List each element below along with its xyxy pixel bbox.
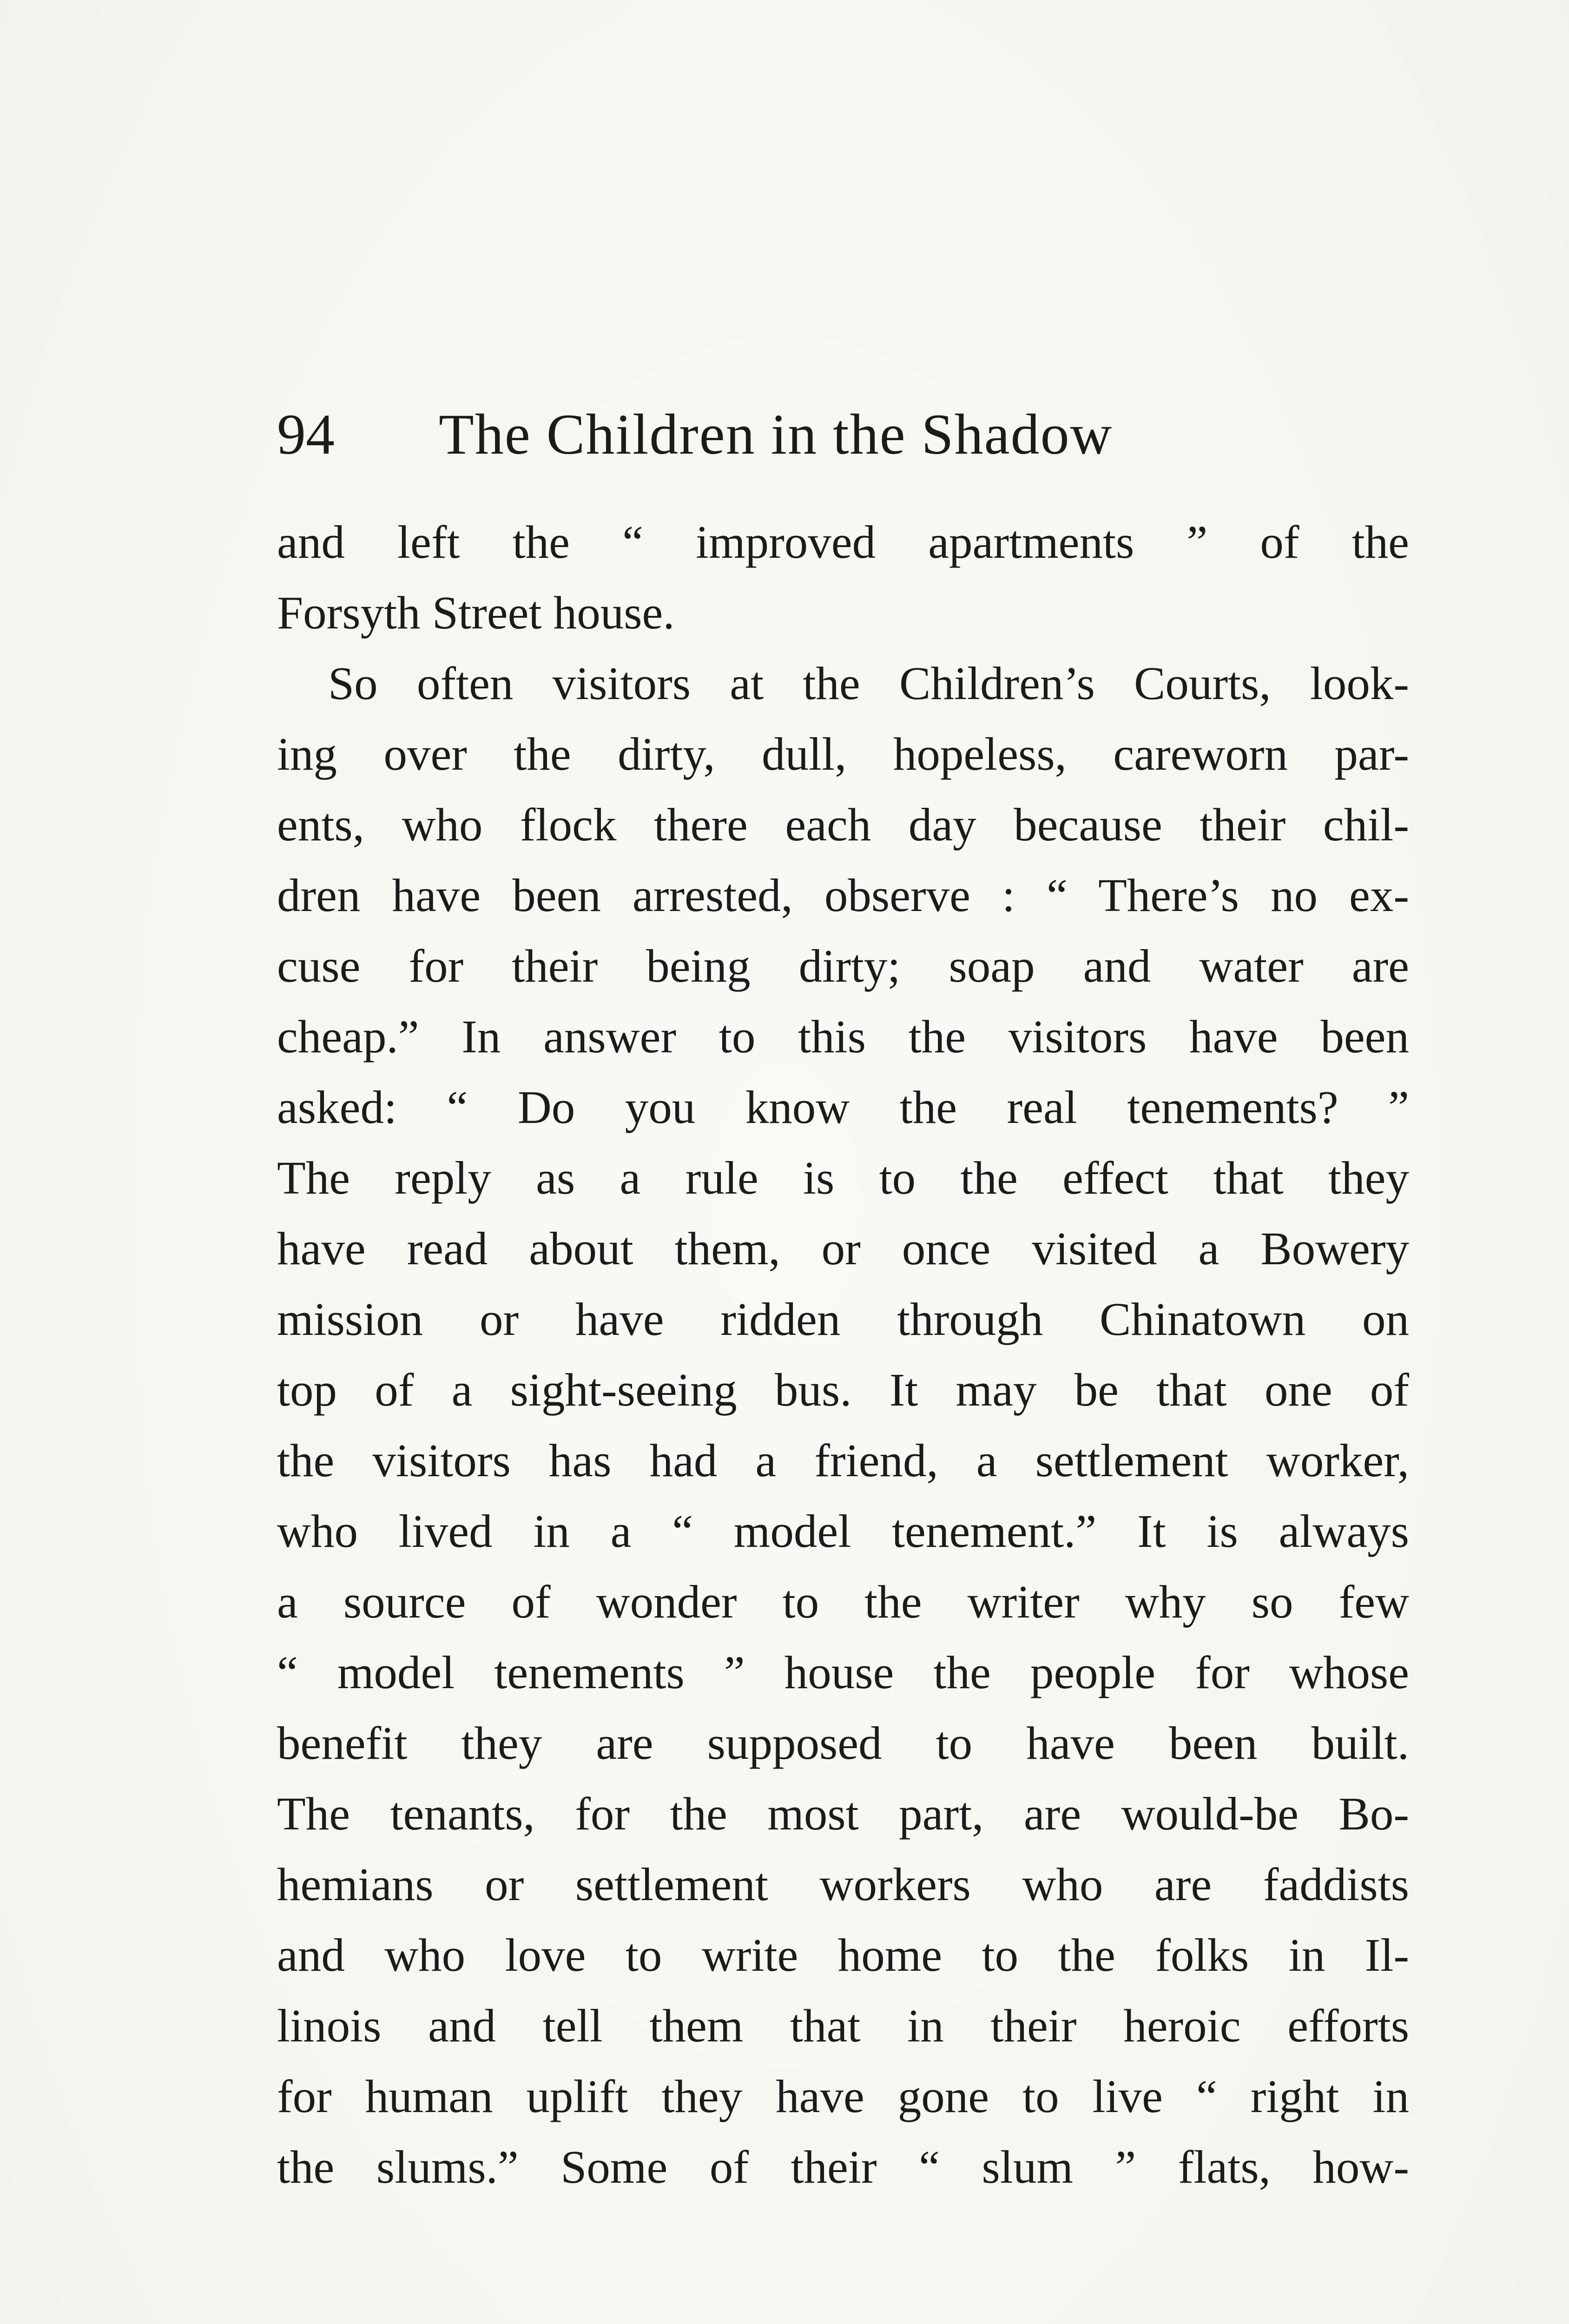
text-line: cheap.” In answer to this the visitors have been <box>277 1010 1409 1063</box>
body-text <box>277 507 1409 2202</box>
text-line: dren have been arrested, observe : “ There’s no ex- <box>277 869 1409 921</box>
text-line: The reply as a rule is to the effect that they <box>277 1152 1409 1204</box>
text-line: for human uplift they have gone to live “ right in <box>277 2070 1409 2122</box>
text-line: cuse for their being dirty; soap and water are <box>277 940 1409 992</box>
text-line: the slums.” Some of their “ slum ” flats, how- <box>277 2141 1409 2193</box>
text-line: and who love to write home to the folks in Il- <box>277 1929 1409 1981</box>
text-line: asked: “ Do you know the real tenements? ” <box>277 1081 1409 1133</box>
text-line: mission or have ridden through Chinatown on <box>277 1293 1409 1345</box>
text-line: ing over the dirty, dull, hopeless, careworn par- <box>277 728 1409 780</box>
text-line: linois and tell them that in their heroic efforts <box>277 2000 1409 2052</box>
running-head: The Children in the Shadow <box>439 403 1113 466</box>
text-line: benefit they are supposed to have been built. <box>277 1717 1409 1769</box>
text-line: “ model tenements ” house the people for whose <box>277 1646 1409 1698</box>
text-line: the visitors has had a friend, a settlement worker, <box>277 1434 1409 1486</box>
text-line: The tenants, for the most part, are would-be Bo- <box>277 1788 1409 1840</box>
page-number: 94 <box>277 403 335 466</box>
text-line: Forsyth Street house. <box>277 587 675 639</box>
text-line: So often visitors at the Children’s Courts, look- <box>328 657 1409 709</box>
page-header <box>277 400 1420 469</box>
text-line: and left the “ improved apartments ” of the <box>277 516 1409 568</box>
text-line: a source of wonder to the writer why so few <box>277 1576 1409 1628</box>
text-line: who lived in a “ model tenement.” It is always <box>277 1505 1409 1557</box>
text-line: ents, who flock there each day because their chil- <box>277 799 1409 851</box>
text-line: hemians or settlement workers who are faddists <box>277 1858 1409 1910</box>
text-line: top of a sight-seeing bus. It may be that one of <box>277 1364 1409 1416</box>
text-line: have read about them, or once visited a Bowery <box>277 1222 1409 1274</box>
